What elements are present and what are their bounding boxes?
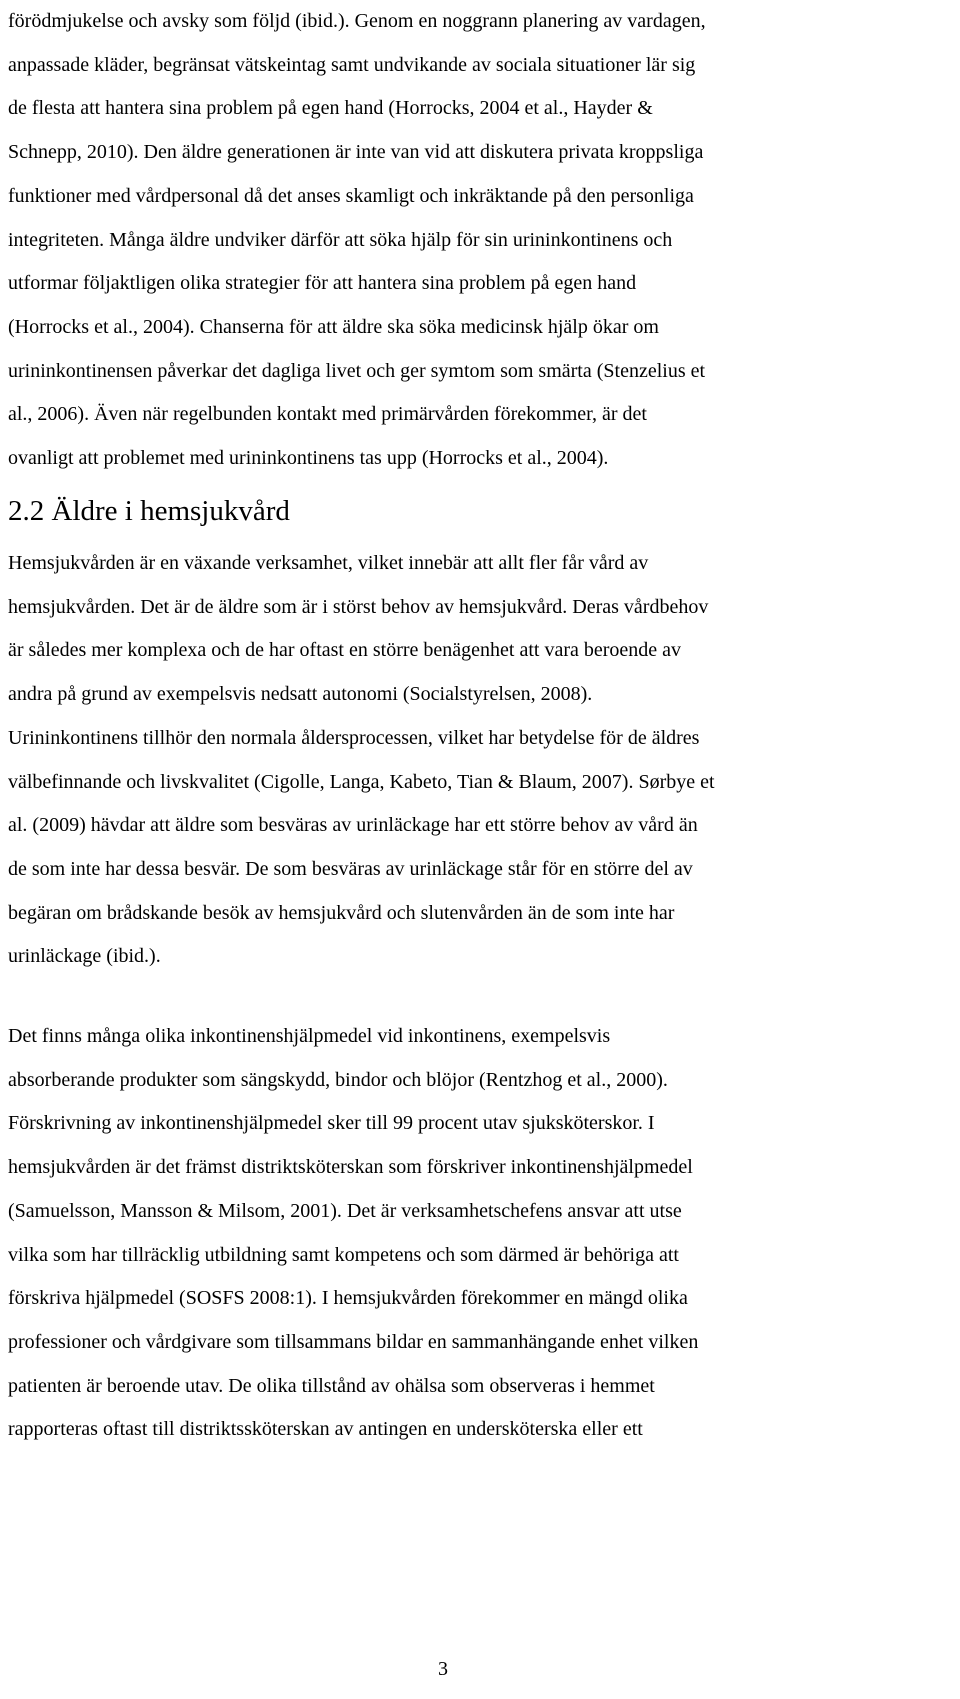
paragraph-line: al. (2009) hävdar att äldre som besväras av urinläckage har ett större behov av vård än bbox=[8, 814, 698, 837]
paragraph-line: Förskrivning av inkontinenshjälpmedel sker till 99 procent utav sjuksköterskor. I bbox=[8, 1112, 655, 1135]
section-heading: 2.2 Äldre i hemsjukvård bbox=[8, 495, 290, 527]
paragraph-2 bbox=[8, 542, 928, 979]
paragraph-line: Hemsjukvården är en växande verksamhet, vilket innebär att allt fler får vård av bbox=[8, 552, 649, 574]
paragraph-line: urinläckage (ibid.). bbox=[8, 945, 161, 968]
paragraph-line: begäran om brådskande besök av hemsjukvård och slutenvården än de som inte har bbox=[8, 901, 675, 924]
paragraph-line: utformar följaktligen olika strategier för att hantera sina problem på egen hand bbox=[8, 272, 637, 295]
paragraph-line: välbefinnande och livskvalitet (Cigolle, Langa, Kabeto, Tian & Blaum, 2007). Sørbye et bbox=[8, 770, 715, 793]
paragraph-line: hemsjukvården. Det är de äldre som är i störst behov av hemsjukvård. Deras vårdbehov bbox=[8, 595, 709, 618]
paragraph-line: andra på grund av exempelsvis nedsatt autonomi (Socialstyrelsen, 2008). bbox=[8, 683, 593, 706]
paragraph-line: Det finns många olika inkontinenshjälpmedel vid inkontinens, exempelsvis bbox=[8, 1025, 611, 1047]
paragraph-line: de som inte har dessa besvär. De som besväras av urinläckage står för en större del av bbox=[8, 857, 693, 880]
paragraph-line: al., 2006). Även när regelbunden kontakt med primärvården förekommer, är det bbox=[8, 403, 647, 426]
paragraph-line: förödmjukelse och avsky som följd (ibid.). Genom en noggrann planering av vardagen, bbox=[8, 10, 706, 32]
paragraph-line: förskriva hjälpmedel (SOSFS 2008:1). I hemsjukvården förekommer en mängd olika bbox=[8, 1287, 688, 1310]
paragraph-line: vilka som har tillräcklig utbildning samt kompetens och som därmed är behöriga att bbox=[8, 1243, 679, 1266]
paragraph-line: funktioner med vårdpersonal då det anses skamligt och inkräktande på den personliga bbox=[8, 184, 694, 207]
paragraph-line: integriteten. Många äldre undviker därför att söka hjälp för sin urininkontinens och bbox=[8, 228, 673, 251]
paragraph-line: hemsjukvården är det främst distriktsköterskan som förskriver inkontinenshjälpmedel bbox=[8, 1156, 693, 1179]
paragraph-line: Urininkontinens tillhör den normala åldersprocessen, vilket har betydelse för de äldres bbox=[8, 726, 700, 749]
paragraph-line: (Horrocks et al., 2004). Chanserna för att äldre ska söka medicinsk hjälp ökar om bbox=[8, 315, 659, 338]
paragraph-line: är således mer komplexa och de har oftast en större benägenhet att vara beroende av bbox=[8, 639, 682, 662]
paragraph-line: absorberande produkter som sängskydd, bindor och blöjor (Rentzhog et al., 2000). bbox=[8, 1068, 668, 1091]
page-number: 3 bbox=[438, 1658, 448, 1680]
paragraph-line: de flesta att hantera sina problem på egen hand (Horrocks, 2004 et al., Hayder & bbox=[8, 97, 653, 120]
paragraph-3 bbox=[8, 1015, 928, 1452]
paragraph-line: patienten är beroende utav. De olika tillstånd av ohälsa som observeras i hemmet bbox=[8, 1374, 655, 1397]
paragraph-line: urininkontinensen påverkar det dagliga livet och ger symtom som smärta (Stenzelius et bbox=[8, 359, 706, 382]
paragraph-line: rapporteras oftast till distriktssköterskan av antingen en undersköterska eller ett bbox=[8, 1418, 643, 1441]
paragraph-line: ovanligt att problemet med urininkontinens tas upp (Horrocks et al., 2004). bbox=[8, 447, 609, 470]
paragraph-line: (Samuelsson, Mansson & Milsom, 2001). Det är verksamhetschefens ansvar att utse bbox=[8, 1199, 682, 1222]
paragraph-line: professioner och vårdgivare som tillsammans bildar en sammanhängande enhet vilken bbox=[8, 1330, 699, 1353]
paragraph-line: Schnepp, 2010). Den äldre generationen är inte van vid att diskutera privata kroppsliga bbox=[8, 141, 704, 164]
paragraph-1 bbox=[8, 0, 928, 481]
paragraph-line: anpassade kläder, begränsat vätskeintag samt undvikande av sociala situationer lär sig bbox=[8, 53, 696, 76]
